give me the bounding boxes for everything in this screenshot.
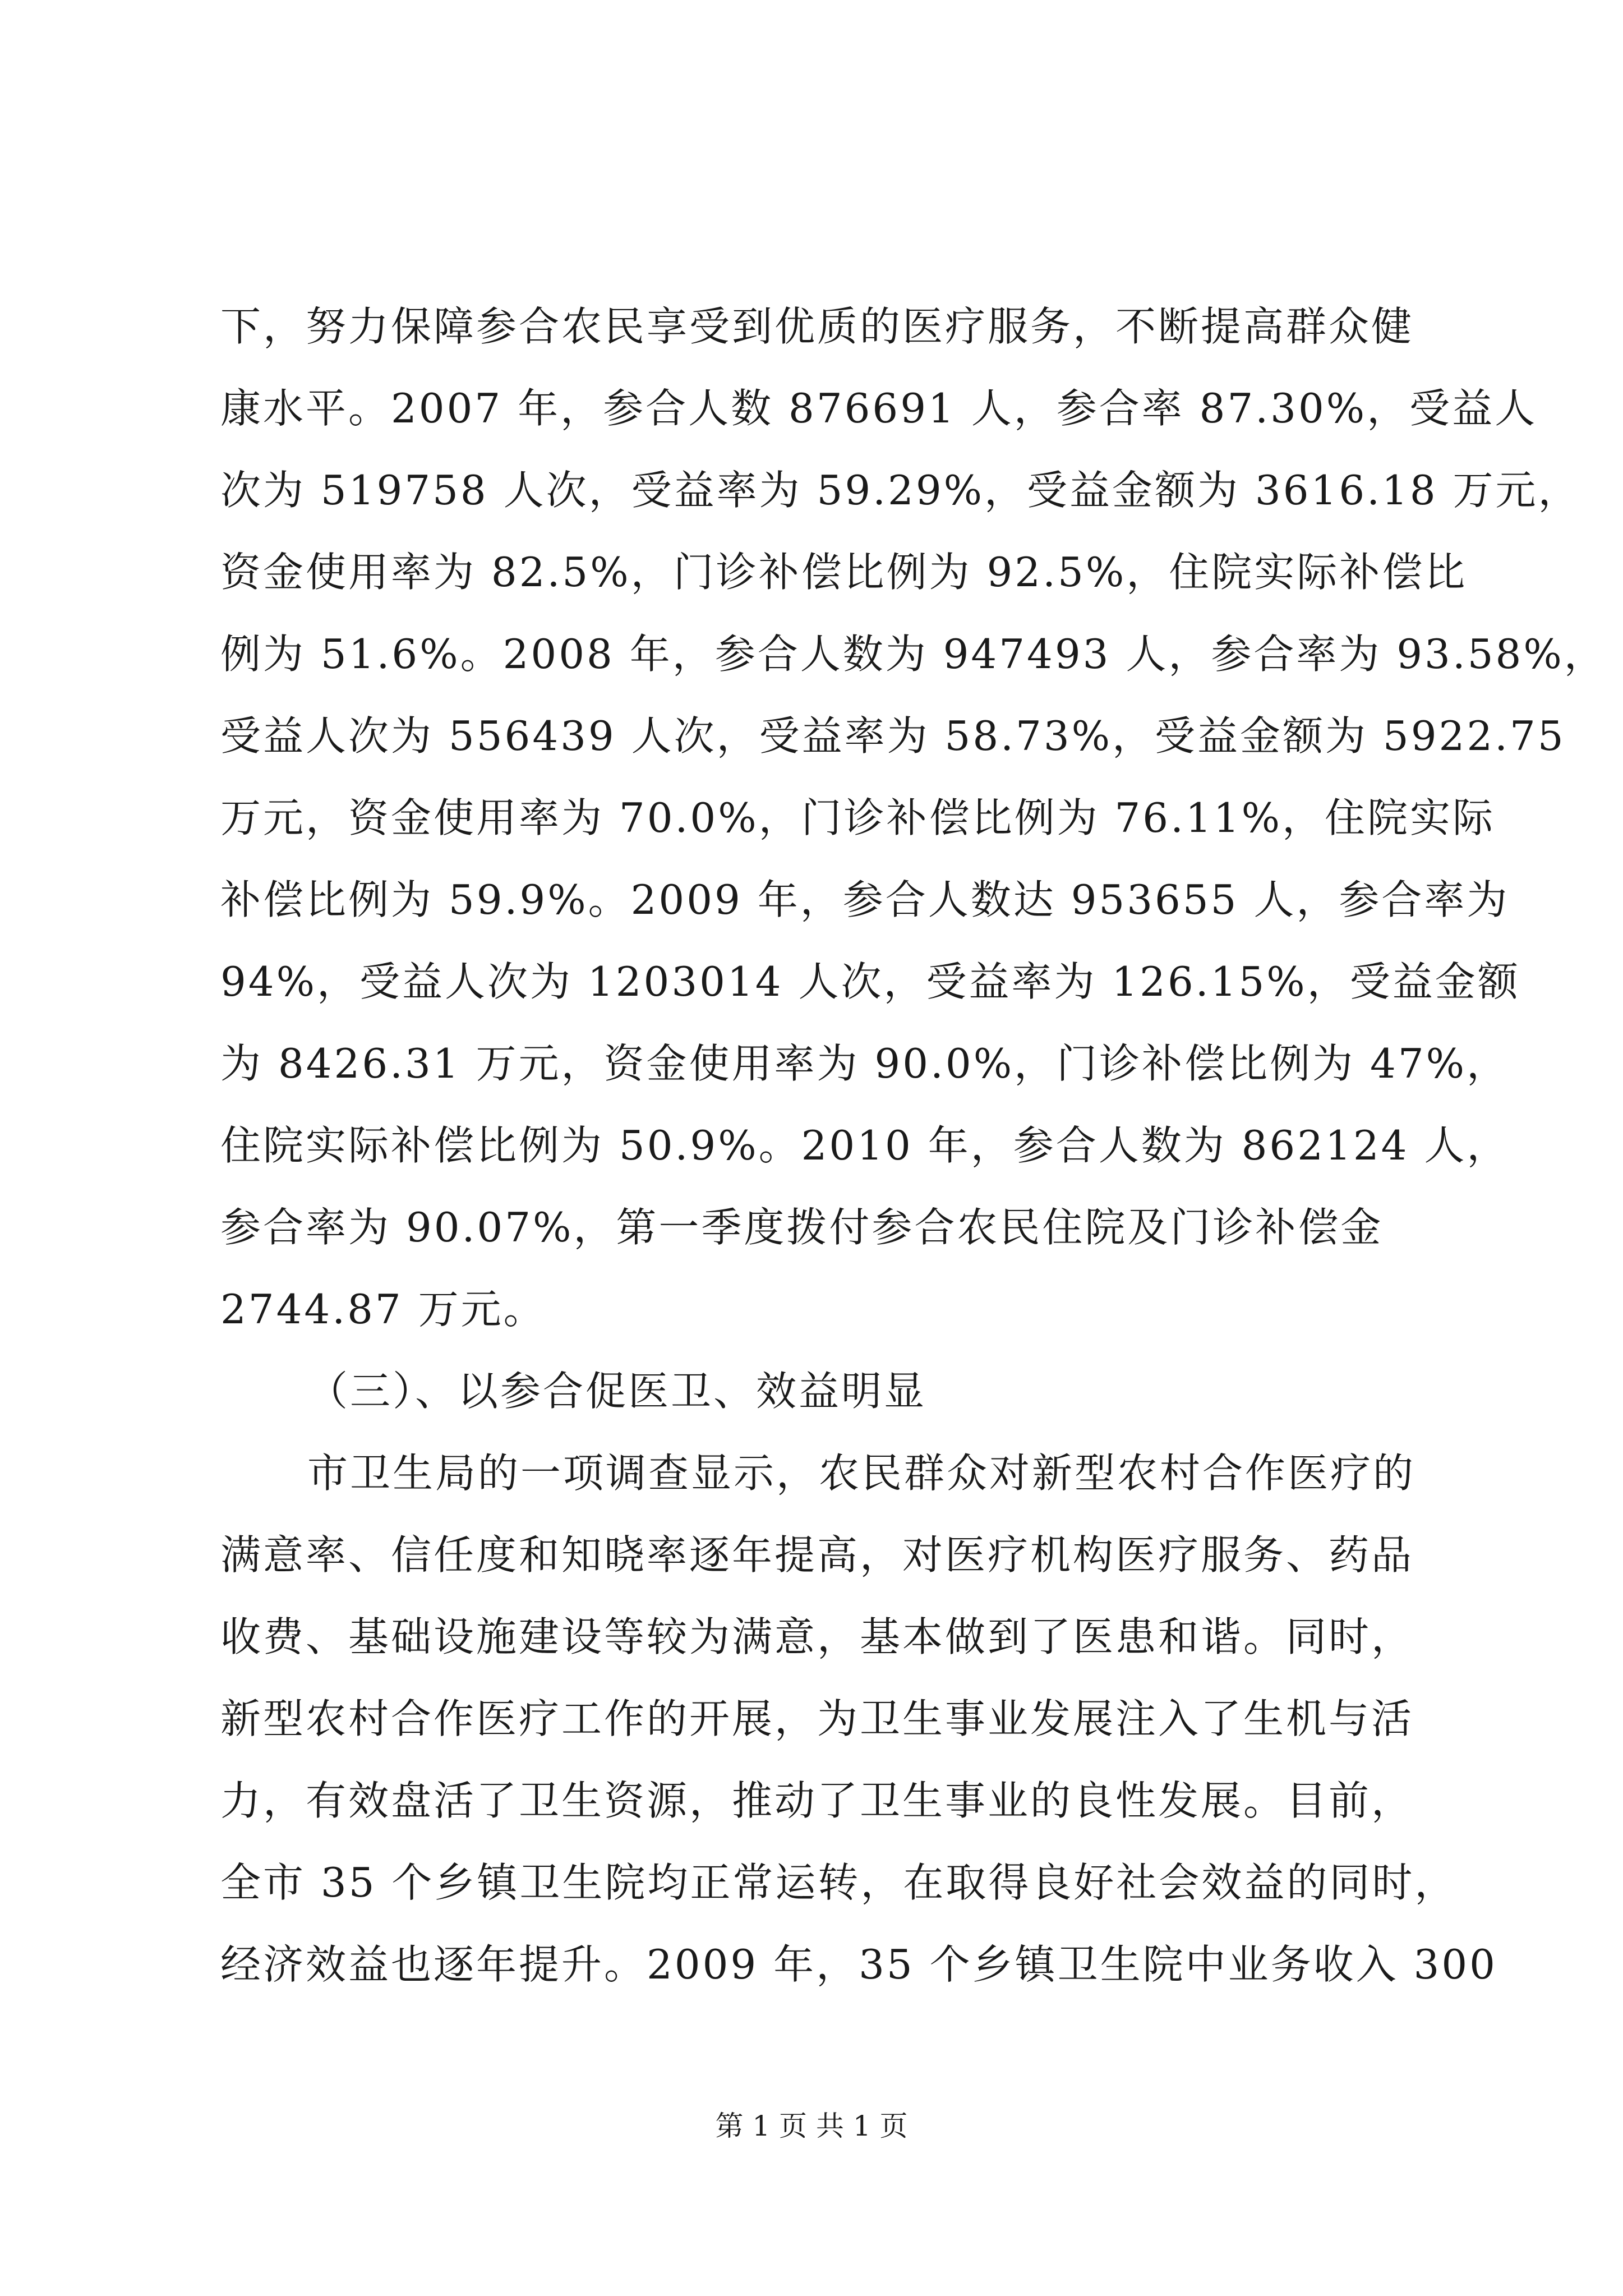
body-text-line: 2744.87 万元。 [220,1286,546,1333]
body-text-line: 例为 51.6%。2008 年，参合人数为 947493 人，参合率为 93.58%， [220,631,1607,678]
body-text-line: 全市 35 个乡镇卫生院均正常运转，在取得良好社会效益的同时， [220,1859,1458,1906]
section-heading: （三）、以参合促医卫、效益明显 [307,1368,927,1415]
body-text-line: 新型农村合作医疗工作的开展，为卫生事业发展注入了生机与活 [220,1695,1414,1742]
body-text-line: 次为 519758 人次，受益率为 59.29%，受益金额为 3616.18 万元， [220,467,1581,514]
body-text-line: 收费、基础设施建设等较为满意，基本做到了医患和谐。同时， [220,1613,1414,1660]
body-text-line: 94%，受益人次为 1203014 人次，受益率为 126.15%，受益金额 [220,958,1520,1005]
body-text-line: 为 8426.31 万元，资金使用率为 90.0%，门诊补偿比例为 47%， [220,1040,1510,1087]
body-text-line: 补偿比例为 59.9%。2009 年，参合人数达 953655 人，参合率为 [220,876,1510,923]
body-text-line: 万元，资金使用率为 70.0%，门诊补偿比例为 76.11%，住院实际 [220,794,1496,841]
body-text-line: 满意率、信任度和知晓率逐年提高，对医疗机构医疗服务、药品 [220,1531,1414,1579]
body-text-line: 力，有效盘活了卫生资源，推动了卫生事业的良性发展。目前， [220,1777,1414,1824]
body-text-line: 住院实际补偿比例为 50.9%。2010 年，参合人数为 862124 人， [220,1122,1510,1169]
body-text-line: 受益人次为 556439 人次，受益率为 58.73%，受益金额为 5922.75 [220,712,1566,760]
body-text-line: 市卫生局的一项调查显示，农民群众对新型农村合作医疗的 [307,1450,1416,1497]
body-text-line: 经济效益也逐年提升。2009 年，35 个乡镇卫生院中业务收入 300 [220,1941,1497,1988]
body-text-line: 参合率为 90.07%，第一季度拨付参合农民住院及门诊补偿金 [220,1204,1384,1251]
body-text-line: 下，努力保障参合农民享受到优质的医疗服务，不断提高群众健 [220,303,1414,350]
page-footer: 第 1 页 共 1 页 [715,2110,908,2142]
body-text-line: 资金使用率为 82.5%，门诊补偿比例为 92.5%，住院实际补偿比 [220,549,1468,596]
body-text-line: 康水平。2007 年，参合人数 876691 人，参合率 87.30%，受益人 [220,385,1538,432]
